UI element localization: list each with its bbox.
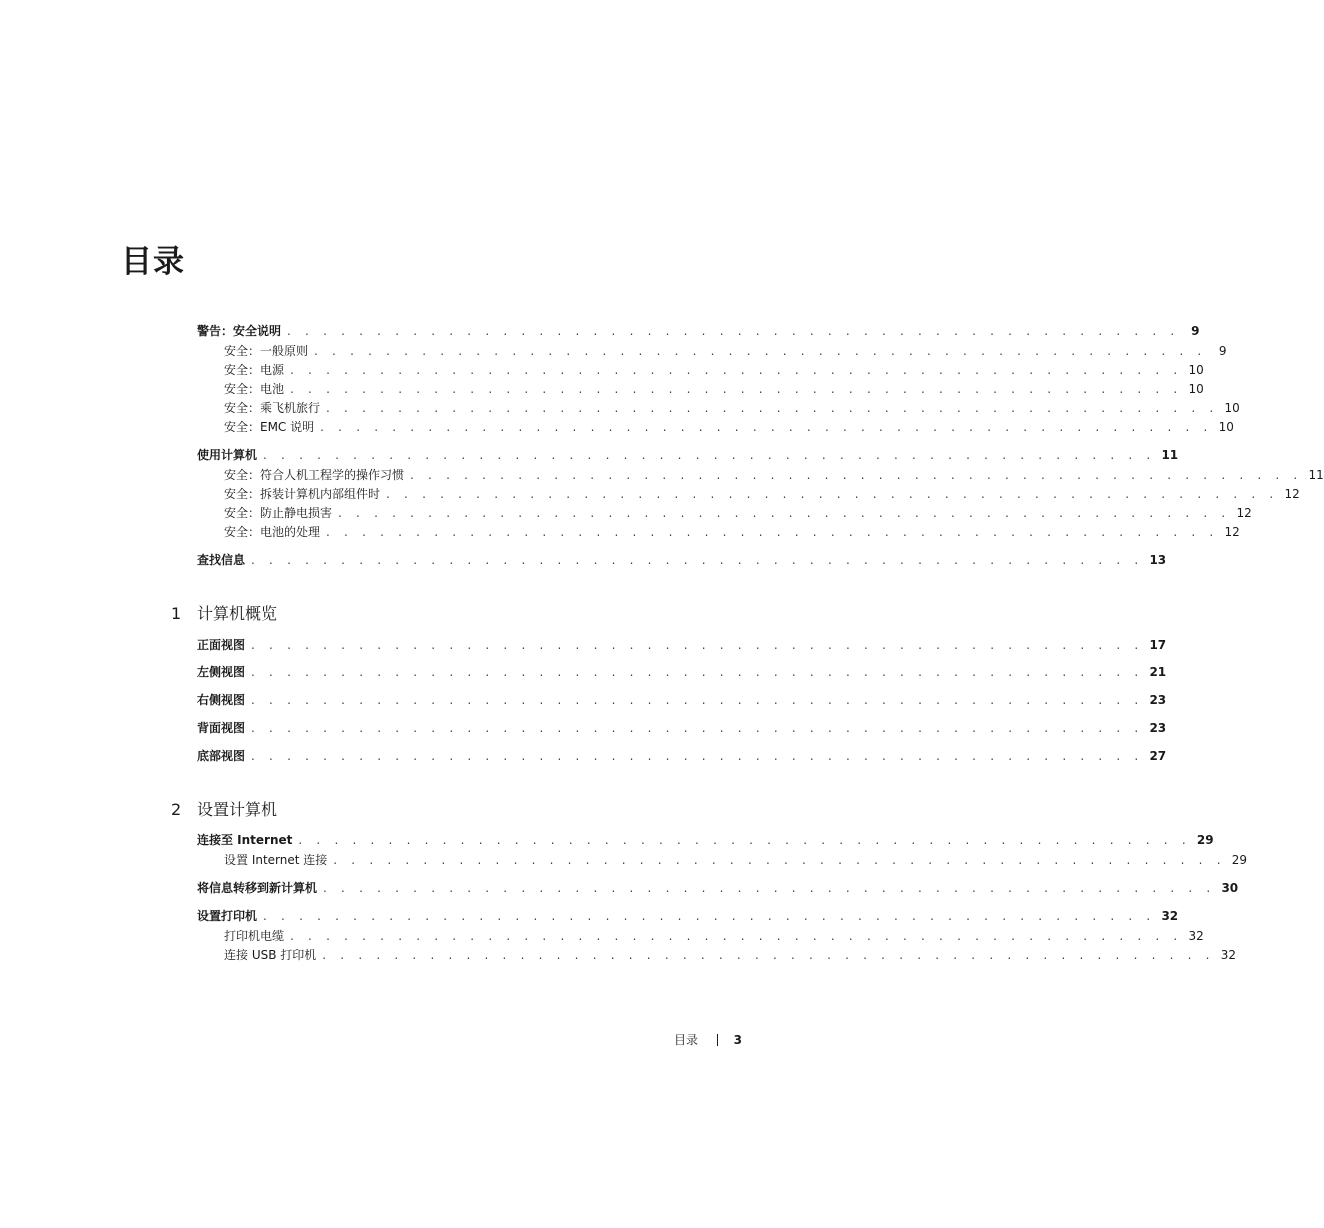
chapter-heading[interactable] bbox=[171, 603, 277, 625]
toc-subsection-label: 安全：一般原则 bbox=[224, 344, 309, 358]
toc-leader: . . . . . . . . . . . . . . . . . . . . . . . . . . . . . . . . . . . . . . . . . . . . . . . . . . bbox=[320, 420, 1213, 434]
toc-subsection-label: 安全：防止静电损害 bbox=[224, 506, 333, 520]
toc-subsection[interactable] bbox=[224, 523, 1240, 541]
toc-leader: . . . . . . . . . . . . . . . . . . . . . . . . . . . . . . . . . . . . . . . . . . . . . . . . . . bbox=[251, 693, 1144, 707]
toc-section[interactable] bbox=[197, 747, 1167, 765]
toc-page-number: 29 bbox=[1196, 833, 1214, 847]
toc-page-number: 30 bbox=[1221, 881, 1239, 895]
toc-page-number: 10 bbox=[1224, 401, 1240, 415]
toc-subsection[interactable] bbox=[224, 504, 1252, 522]
toc-subsection[interactable] bbox=[224, 380, 1204, 398]
toc-subsection[interactable] bbox=[224, 342, 1227, 360]
toc-page-number: 27 bbox=[1149, 749, 1167, 763]
toc-subsection-label: 安全：符合人机工程学的操作习惯 bbox=[224, 468, 405, 482]
toc-leader: . . . . . . . . . . . . . . . . . . . . . . . . . . . . . . . . . . . . . . . . . . . . . . . . . . bbox=[322, 948, 1215, 962]
toc-leader: . . . . . . . . . . . . . . . . . . . . . . . . . . . . . . . . . . . . . . . . . . . . . . . . . . bbox=[338, 506, 1231, 520]
toc-leader: . . . . . . . . . . . . . . . . . . . . . . . . . . . . . . . . . . . . . . . . . . . . . . . . . . bbox=[251, 553, 1144, 567]
toc-subsection-label: 连接 USB 打印机 bbox=[224, 948, 317, 962]
toc-leader: . . . . . . . . . . . . . . . . . . . . . . . . . . . . . . . . . . . . . . . . . . . . . . . . . . bbox=[287, 324, 1180, 338]
toc-page-number: 23 bbox=[1149, 721, 1167, 735]
page-footer bbox=[660, 1031, 744, 1049]
toc-page-number: 32 bbox=[1188, 929, 1204, 943]
toc-page-number: 32 bbox=[1161, 909, 1179, 923]
toc-leader: . . . . . . . . . . . . . . . . . . . . . . . . . . . . . . . . . . . . . . . . . . . . . . . . . . bbox=[251, 721, 1144, 735]
toc-leader: . . . . . . . . . . . . . . . . . . . . . . . . . . . . . . . . . . . . . . . . . . . . . . . . . . bbox=[251, 638, 1144, 652]
toc-leader: . . . . . . . . . . . . . . . . . . . . . . . . . . . . . . . . . . . . . . . . . . . . . . . . . . bbox=[263, 909, 1156, 923]
footer-page-number: 3 bbox=[733, 1033, 742, 1047]
toc-subsection[interactable] bbox=[224, 418, 1234, 436]
chapter-number: 2 bbox=[171, 800, 182, 819]
toc-page-number: 10 bbox=[1188, 363, 1204, 377]
toc-page-number: 12 bbox=[1224, 525, 1240, 539]
chapter-title: 计算机概览 bbox=[197, 604, 278, 623]
toc-subsection-label: 安全：电池的处理 bbox=[224, 525, 321, 539]
toc-section[interactable] bbox=[197, 446, 1179, 464]
toc-leader: . . . . . . . . . . . . . . . . . . . . . . . . . . . . . . . . . . . . . . . . . . . . . . . . . . bbox=[290, 382, 1183, 396]
toc-section-label: 左侧视图 bbox=[197, 665, 246, 679]
toc-leader: . . . . . . . . . . . . . . . . . . . . . . . . . . . . . . . . . . . . . . . . . . . . . . . . . . bbox=[333, 853, 1226, 867]
toc-leader: . . . . . . . . . . . . . . . . . . . . . . . . . . . . . . . . . . . . . . . . . . . . . . . . . . bbox=[326, 401, 1219, 415]
toc-section[interactable] bbox=[197, 551, 1167, 569]
toc-subsection[interactable] bbox=[224, 946, 1236, 964]
toc-subsection-label: 设置 Internet 连接 bbox=[224, 853, 328, 867]
chapter-number: 1 bbox=[171, 604, 182, 623]
toc-page-number: 9 bbox=[1191, 324, 1200, 338]
toc-section[interactable] bbox=[197, 907, 1179, 925]
toc-page-number: 23 bbox=[1149, 693, 1167, 707]
toc-leader: . . . . . . . . . . . . . . . . . . . . . . . . . . . . . . . . . . . . . . . . . . . . . . . . . . bbox=[326, 525, 1219, 539]
toc-section-label: 查找信息 bbox=[197, 553, 246, 567]
toc-subsection[interactable] bbox=[224, 851, 1247, 869]
footer-separator bbox=[717, 1034, 718, 1046]
toc-page-number: 12 bbox=[1236, 506, 1252, 520]
toc-leader: . . . . . . . . . . . . . . . . . . . . . . . . . . . . . . . . . . . . . . . . . . . . . . . . . . bbox=[298, 833, 1191, 847]
toc-section-label: 将信息转移到新计算机 bbox=[197, 881, 318, 895]
toc-subsection-label: 安全：电池 bbox=[224, 382, 285, 396]
toc-section-label: 右侧视图 bbox=[197, 693, 246, 707]
toc-section-label: 警告：安全说明 bbox=[197, 324, 282, 338]
toc-leader: . . . . . . . . . . . . . . . . . . . . . . . . . . . . . . . . . . . . . . . . . . . . . . . . . . bbox=[251, 665, 1144, 679]
toc-page-number: 32 bbox=[1220, 948, 1236, 962]
chapter-heading[interactable] bbox=[171, 799, 277, 821]
toc-page-number: 13 bbox=[1149, 553, 1167, 567]
toc-section-label: 连接至 Internet bbox=[197, 833, 293, 847]
toc-page-number: 17 bbox=[1149, 638, 1167, 652]
toc-subsection[interactable] bbox=[224, 927, 1204, 945]
toc-section-label: 使用计算机 bbox=[197, 448, 258, 462]
chapter-title: 设置计算机 bbox=[197, 800, 278, 819]
toc-subsection-label: 安全：EMC 说明 bbox=[224, 420, 315, 434]
toc-section[interactable] bbox=[197, 322, 1200, 340]
toc-subsection[interactable] bbox=[224, 361, 1204, 379]
footer-label: 目录 bbox=[674, 1033, 699, 1047]
toc-section[interactable] bbox=[197, 636, 1167, 654]
toc-page-number: 12 bbox=[1284, 487, 1300, 501]
page-title: 目录 bbox=[121, 244, 185, 280]
toc-section[interactable] bbox=[197, 691, 1167, 709]
toc-leader: . . . . . . . . . . . . . . . . . . . . . . . . . . . . . . . . . . . . . . . . . . . . . . . . . . bbox=[251, 749, 1144, 763]
toc-section[interactable] bbox=[197, 831, 1214, 849]
toc-leader: . . . . . . . . . . . . . . . . . . . . . . . . . . . . . . . . . . . . . . . . . . . . . . . . . . bbox=[314, 344, 1207, 358]
toc-page-number: 11 bbox=[1308, 468, 1324, 482]
toc-leader: . . . . . . . . . . . . . . . . . . . . . . . . . . . . . . . . . . . . . . . . . . . . . . . . . . bbox=[290, 363, 1183, 377]
toc-page-number: 11 bbox=[1161, 448, 1179, 462]
toc-subsection-label: 打印机电缆 bbox=[224, 929, 285, 943]
toc-subsection[interactable] bbox=[224, 399, 1240, 417]
toc-section-label: 底部视图 bbox=[197, 749, 246, 763]
toc-leader: . . . . . . . . . . . . . . . . . . . . . . . . . . . . . . . . . . . . . . . . . . . . . . . . . . bbox=[323, 881, 1216, 895]
toc-section[interactable] bbox=[197, 879, 1239, 897]
toc-section-label: 设置打印机 bbox=[197, 909, 258, 923]
toc-leader: . . . . . . . . . . . . . . . . . . . . . . . . . . . . . . . . . . . . . . . . . . . . . . . . . . bbox=[290, 929, 1183, 943]
toc-leader: . . . . . . . . . . . . . . . . . . . . . . . . . . . . . . . . . . . . . . . . . . . . . . . . . . bbox=[410, 468, 1303, 482]
toc-subsection-label: 安全：电源 bbox=[224, 363, 285, 377]
toc-subsection-label: 安全：拆装计算机内部组件时 bbox=[224, 487, 381, 501]
toc-page-number: 10 bbox=[1218, 420, 1234, 434]
toc-page-number: 9 bbox=[1218, 344, 1227, 358]
toc-leader: . . . . . . . . . . . . . . . . . . . . . . . . . . . . . . . . . . . . . . . . . . . . . . . . . . bbox=[263, 448, 1156, 462]
toc-section[interactable] bbox=[197, 719, 1167, 737]
toc-section-label: 正面视图 bbox=[197, 638, 246, 652]
toc-subsection-label: 安全：乘飞机旅行 bbox=[224, 401, 321, 415]
toc-page-number: 29 bbox=[1231, 853, 1247, 867]
toc-page-number: 21 bbox=[1149, 665, 1167, 679]
toc-section[interactable] bbox=[197, 663, 1167, 681]
toc-subsection[interactable] bbox=[224, 466, 1324, 484]
toc-section-label: 背面视图 bbox=[197, 721, 246, 735]
toc-page-number: 10 bbox=[1188, 382, 1204, 396]
toc-leader: . . . . . . . . . . . . . . . . . . . . . . . . . . . . . . . . . . . . . . . . . . . . . . . . . . bbox=[386, 487, 1279, 501]
toc-subsection[interactable] bbox=[224, 485, 1300, 503]
